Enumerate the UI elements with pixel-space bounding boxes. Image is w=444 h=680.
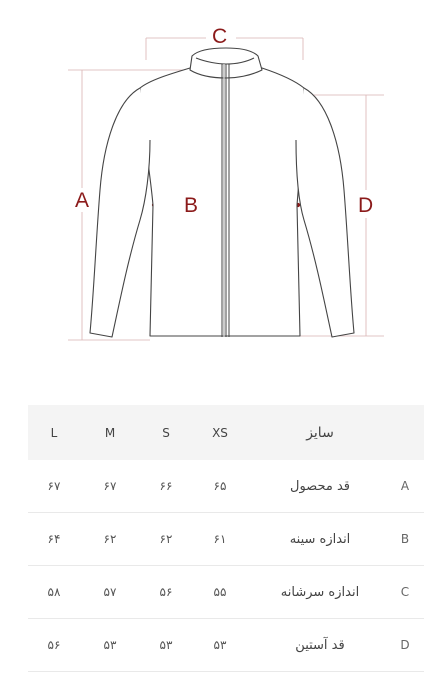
measurement-key: B [400,532,410,546]
cell-l: ۶۷ [47,479,61,493]
cell-xs: ۵۵ [213,585,227,599]
cell-m: ۵۷ [103,585,117,599]
header-size-m: M [104,425,116,440]
dimension-label-c: C [212,25,228,48]
cell-s: ۵۶ [159,585,173,599]
measurement-key: C [400,585,410,599]
measurement-key: A [400,479,410,493]
header-size-s: S [162,425,170,440]
measurement-name: قد آستین [295,637,345,653]
size-table [28,405,424,672]
table-row [28,566,424,619]
cell-s: ۵۳ [159,638,173,652]
table-row [28,460,424,513]
dimension-label-d: D [358,194,374,217]
dimension-label-b: B [184,194,199,217]
cell-xs: ۶۱ [213,532,227,546]
table-row [28,513,424,566]
cell-xs: ۶۵ [213,479,227,493]
cell-s: ۶۲ [159,532,173,546]
cell-m: ۶۲ [103,532,117,546]
header-size-label: سایز [306,424,334,441]
cell-l: ۶۴ [47,532,61,546]
measurement-name: قد محصول [290,478,350,494]
table-header-row [28,405,424,460]
measurement-key: D [400,638,410,652]
cell-l: ۵۶ [47,638,61,652]
cell-xs: ۵۳ [213,638,227,652]
cell-s: ۶۶ [159,479,173,493]
dimension-label-a: A [75,189,90,212]
cell-l: ۵۸ [47,585,61,599]
cell-m: ۶۷ [103,479,117,493]
measurement-name: اندازه سینه [289,531,351,547]
table-row [28,619,424,672]
cell-m: ۵۳ [103,638,117,652]
header-size-l: L [50,425,58,440]
measurement-name: اندازه سرشانه [280,584,360,600]
header-size-xs: XS [212,425,228,440]
